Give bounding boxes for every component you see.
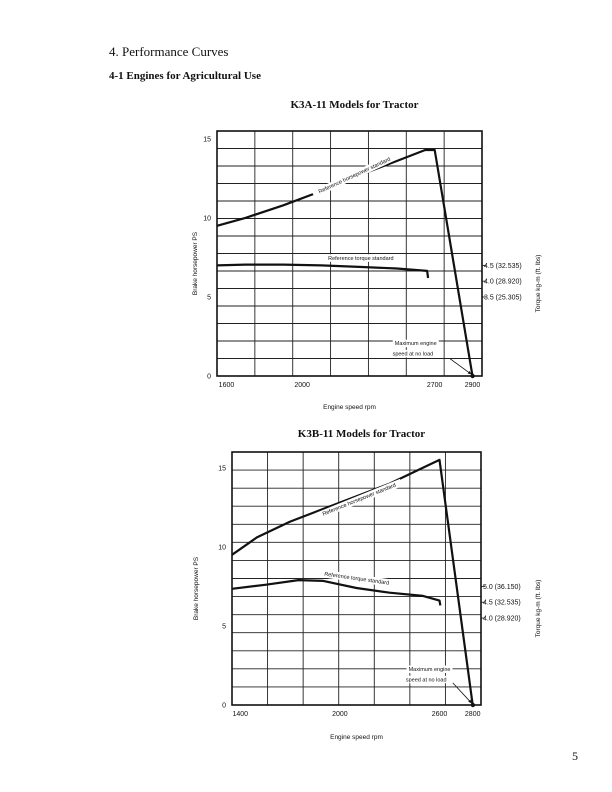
torque-curve: [232, 580, 440, 605]
y-tick-label: 0: [222, 702, 226, 710]
y-tick-label: 5: [207, 294, 211, 302]
right-tick-label: 4.5 (32.535): [484, 262, 522, 270]
annotation-label: Maximum engine: [394, 341, 437, 348]
x-tick-label: 2000: [332, 711, 348, 718]
y-tick-label: 5: [222, 623, 226, 631]
x-tick-label: 2800: [464, 711, 481, 718]
y-tick-label: 0: [207, 373, 211, 381]
y-axis-label-right: Torque kg-m (ft. lbs): [535, 579, 542, 638]
annotation-label: Reference horsepower standard: [321, 482, 397, 518]
right-tick-label: 4.0 (28.920): [484, 278, 522, 286]
y-axis-label: Brake horsepower PS: [192, 231, 199, 296]
y-tick-label: 15: [203, 136, 211, 144]
right-tick-label: 3.5 (25.305): [484, 294, 522, 302]
arrow-line: [453, 683, 472, 704]
right-tick-label: 5.0 (36.150): [483, 583, 521, 591]
y-axis-label-right: Torque kg-m (ft. lbs): [535, 254, 542, 313]
x-tick-label: 1400: [232, 711, 249, 718]
y-tick-label: 10: [218, 544, 226, 552]
x-tick-label: 2600: [431, 711, 448, 718]
right-tick-label: 4.0 (28.920): [483, 615, 521, 623]
section-heading: 4. Performance Curves: [109, 44, 229, 59]
annotation-label: Reference torque standard: [328, 255, 394, 262]
chart-title: K3A-11 Models for Tractor: [290, 99, 419, 111]
x-tick-label: 2900: [464, 382, 481, 389]
annotation-label: Reference horsepower standard: [317, 156, 392, 196]
x-axis-label: Engine speed rpm: [330, 734, 383, 741]
x-axis-label: Engine speed rpm: [323, 404, 376, 411]
page-number: 5: [572, 749, 578, 763]
annotation-label: speed at no load: [392, 351, 434, 358]
no-load-point-marker: [471, 703, 475, 707]
y-tick-label: 15: [218, 465, 226, 473]
annotation-label: Reference torque standard: [323, 571, 390, 587]
subsection-heading: 4-1 Engines for Agricultural Use: [109, 70, 261, 82]
y-axis-label: Brake horsepower PS: [193, 556, 200, 621]
x-tick-label: 2000: [294, 382, 310, 389]
right-tick-label: 4.5 (32.535): [483, 599, 521, 607]
x-tick-label: 1600: [218, 382, 235, 389]
x-tick-label: 2700: [426, 382, 443, 389]
annotation-label: Maximum engine: [408, 667, 451, 674]
annotation-label: speed at no load: [405, 677, 447, 684]
y-tick-label: 10: [203, 215, 211, 223]
chart-title: K3B-11 Models for Tractor: [297, 428, 426, 440]
